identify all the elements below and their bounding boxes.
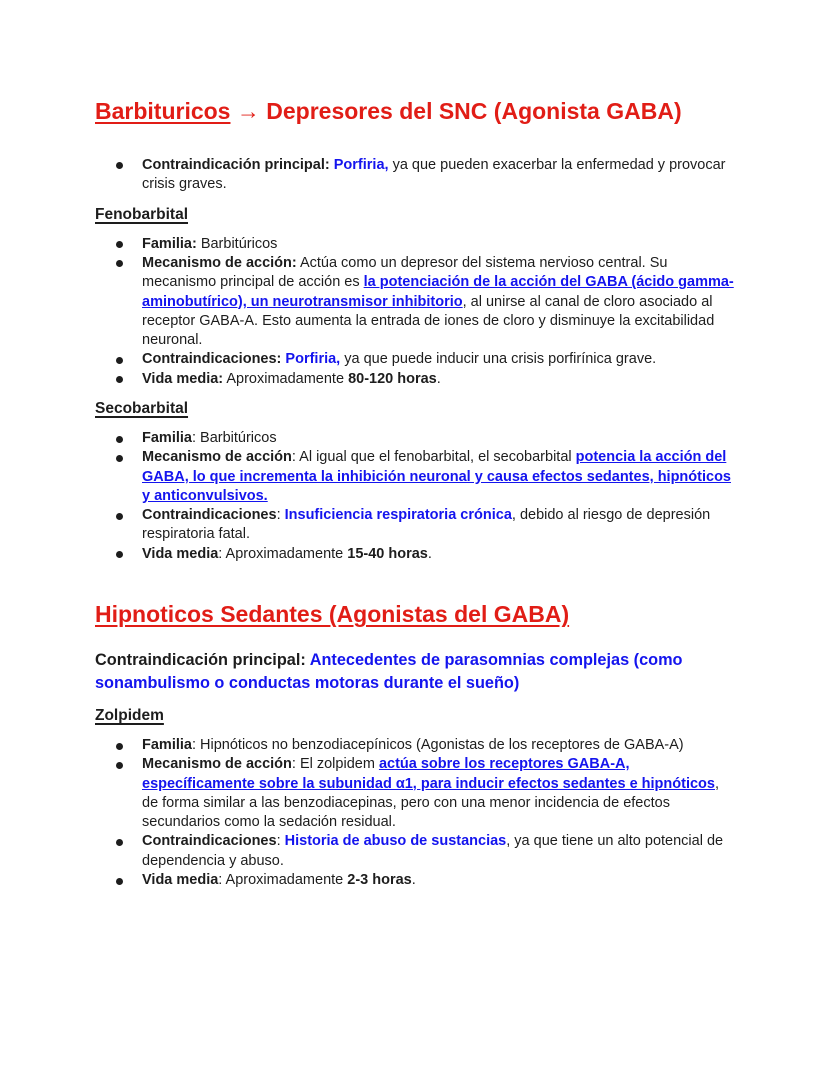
text-run: Familia <box>142 737 192 754</box>
bullet-icon <box>116 260 123 267</box>
heading-zolpidem <box>95 706 735 726</box>
list-item <box>142 736 735 755</box>
text-run: . <box>436 370 441 387</box>
bullet-icon <box>116 241 123 248</box>
list-item <box>142 448 735 506</box>
inline-link[interactable]: potencia la acción del GABA, lo que incrementa la inhibición neuronal y causa efectos sedantes, hipnóticos y anticonvulsivos. <box>142 449 731 504</box>
text-run: Contraindicación principal: <box>142 156 334 173</box>
list-item <box>142 871 735 890</box>
bullet-icon <box>116 878 123 885</box>
text-run: → Depresores del SNC (Agonista GABA) <box>230 98 682 124</box>
text-run: : <box>276 507 285 524</box>
text-run: Porfiria, <box>285 351 341 368</box>
text-run: Secobarbital <box>95 399 189 417</box>
text-run: Mecanismo de acción: <box>142 254 297 271</box>
text-run: Insuficiencia respiratoria crónica <box>284 507 512 524</box>
bullet-icon <box>116 376 123 383</box>
text-run: Contraindicaciones <box>142 833 277 850</box>
inline-link[interactable]: actúa sobre los receptores GABA-A, específicamente sobre la subunidad α1, para inducir efectos sedantes e hipnóticos <box>142 756 715 792</box>
barbituricos-list <box>95 156 735 195</box>
text-run: Barbitúricos <box>196 235 278 252</box>
hipnoticos-contraindicacion-principal <box>95 649 735 696</box>
text-run: : El zolpidem <box>291 756 379 773</box>
text-run: Porfiria, <box>333 156 389 173</box>
text-run: Contraindicaciones <box>142 507 277 524</box>
heading-barbituricos <box>95 97 735 126</box>
text-run: 80-120 horas <box>348 370 437 387</box>
text-run: : Al igual que el fenobarbital, el secobarbital <box>291 449 576 466</box>
list-item <box>142 832 735 871</box>
text-run: Fenobarbital <box>95 205 189 223</box>
bullet-icon <box>116 455 123 462</box>
text-run: : Barbitúricos <box>191 430 277 447</box>
list-item <box>142 545 735 564</box>
text-run: Mecanismo de acción <box>142 449 292 466</box>
list-item <box>142 156 735 195</box>
text-run: . <box>411 872 416 889</box>
list-item <box>142 429 735 448</box>
text-run: : Aproximadamente <box>218 872 348 889</box>
heading-fenobarbital <box>95 205 735 225</box>
text-run: Actúa como un depresor del sistema nervioso central. Su mecanismo principal de acción es <box>142 254 668 291</box>
text-run: Familia <box>142 430 192 447</box>
text-run: Aproximadamente <box>223 370 349 387</box>
bullet-icon <box>116 162 123 169</box>
text-run: Barbituricos <box>95 98 231 124</box>
text-run: , debido al riesgo de depresión respiratoria fatal. <box>142 507 711 543</box>
heading-secobarbital <box>95 399 735 419</box>
list-item <box>142 235 735 254</box>
text-run: , de forma similar a las benzodiacepinas, pero con una menor incidencia de efectos secundarios como la sedación residual. <box>142 775 720 831</box>
text-run: : Hipnóticos no benzodiacepínicos (Agonistas de los receptores de GABA-A) <box>191 737 684 754</box>
list-item <box>142 506 735 545</box>
bullet-icon <box>116 551 123 558</box>
text-run: ya que pueden exacerbar la enfermedad y provocar crisis graves. <box>142 156 726 193</box>
list-item <box>142 755 735 832</box>
bullet-icon <box>116 357 123 364</box>
text-run: Zolpidem <box>95 706 164 724</box>
text-run: Antecedentes de parasomnias complejas (como sonambulismo o conductas motoras durante el sueño) <box>95 651 683 693</box>
list-item <box>142 254 735 350</box>
text-run: Vida media <box>142 872 219 889</box>
bullet-icon <box>116 762 123 769</box>
fenobarbital-list <box>95 235 735 389</box>
text-run: : <box>276 833 285 850</box>
text-run: Historia de abuso de sustancias <box>284 833 507 850</box>
text-run: , al unirse al canal de cloro asociado al receptor GABA-A. Esto aumenta la entrada de iones de cloro y disminuye la excitabilidad neuronal. <box>142 293 715 349</box>
text-run: Vida media: <box>142 370 224 387</box>
text-run: : Aproximadamente <box>218 545 348 562</box>
text-run: Contraindicaciones: <box>142 351 282 368</box>
text-run: , ya que tiene un alto potencial de dependencia y abuso. <box>142 833 724 869</box>
bullet-icon <box>116 839 123 846</box>
zolpidem-list <box>95 736 735 890</box>
bullet-icon <box>116 513 123 520</box>
inline-link[interactable]: la potenciación de la acción del GABA (ácido gamma-aminobutírico), un neurotransmisor inhibitorio <box>142 274 734 310</box>
text-run: Vida media <box>142 545 219 562</box>
text-run: ya que puede inducir una crisis porfirínica grave. <box>340 351 657 368</box>
heading-hipnoticos-sedantes <box>95 600 735 629</box>
bullet-icon <box>116 743 123 750</box>
list-item <box>142 350 735 369</box>
text-run: 15-40 horas <box>347 545 428 562</box>
text-run: Hipnoticos Sedantes (Agonistas del GABA) <box>95 601 570 628</box>
text-run: Familia: <box>142 235 197 252</box>
text-run: Mecanismo de acción <box>142 756 292 773</box>
text-run: . <box>427 545 432 562</box>
text-run: 2-3 horas <box>347 872 412 889</box>
bullet-icon <box>116 436 123 443</box>
text-run: Contraindicación principal: <box>95 651 310 669</box>
secobarbital-list <box>95 429 735 564</box>
list-item <box>142 370 735 389</box>
